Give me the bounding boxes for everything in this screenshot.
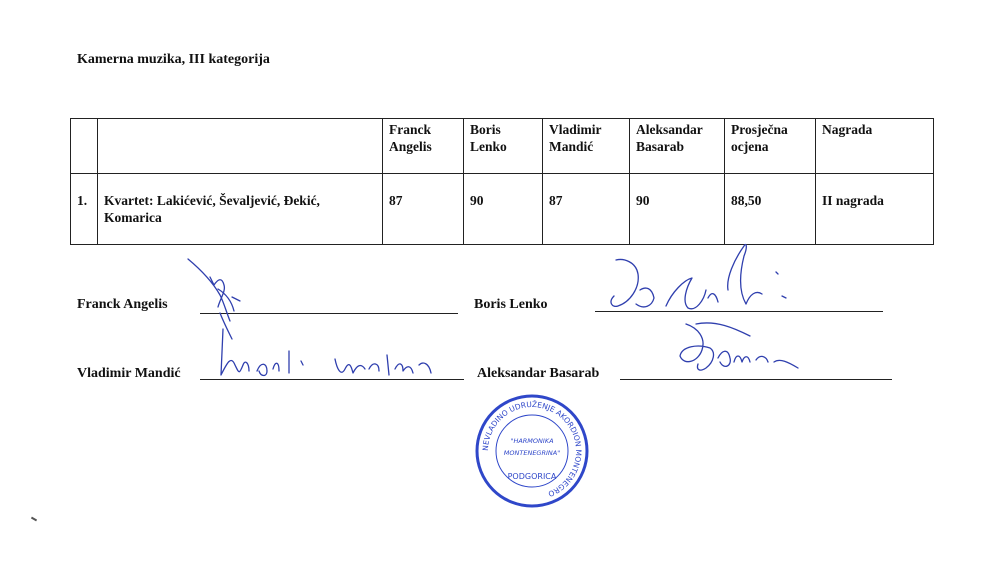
row-score-franck-angelis: 87 [383,174,464,245]
row-average: 88,50 [725,174,816,245]
stamp-outer-text: NEVLADINO UDRUŽENJE AKORDION MONTENEGRO [480,399,584,499]
header-cell-award: Nagrada [816,119,934,174]
handwritten-signature-vladimir-mandic [205,325,445,385]
scan-mark [31,517,37,522]
header-cell-ensemble [98,119,383,174]
table-header-row [71,119,934,174]
signature-label-aleksandar-basarab: Aleksandar Basarab [477,366,600,381]
header-cell-number [71,119,98,174]
signature-label-vladimir-mandic: Vladimir Mandić [77,366,181,381]
handwritten-signature-aleksandar-basarab [670,318,810,388]
stamp-inner-text-1: "HARMONIKA [510,437,554,445]
stamp-inner-text-2: MONTENEGRINA" [503,449,561,457]
row-score-boris-lenko: 90 [464,174,543,245]
header-cell-vladimir-mandic: Vladimir Mandić [543,119,630,174]
row-score-aleksandar-basarab: 90 [630,174,725,245]
row-score-vladimir-mandic: 87 [543,174,630,245]
results-table [70,118,934,245]
official-stamp [474,393,590,509]
header-cell-average: Prosječna ocjena [725,119,816,174]
header-cell-aleksandar-basarab: Aleksandar Basarab [630,119,725,174]
stamp-city-text: PODGORICA [507,472,557,481]
header-cell-boris-lenko: Boris Lenko [464,119,543,174]
row-award: II nagrada [816,174,934,245]
header-cell-franck-angelis: Franck Angelis [383,119,464,174]
row-number: 1. [71,174,98,245]
signature-label-franck-angelis: Franck Angelis [77,297,168,312]
signature-label-boris-lenko: Boris Lenko [474,297,548,312]
document-heading: Kamerna muzika, III kategorija [77,52,270,67]
row-ensemble: Kvartet: Lakićević, Ševaljević, Đekić, Komarica [98,174,383,245]
